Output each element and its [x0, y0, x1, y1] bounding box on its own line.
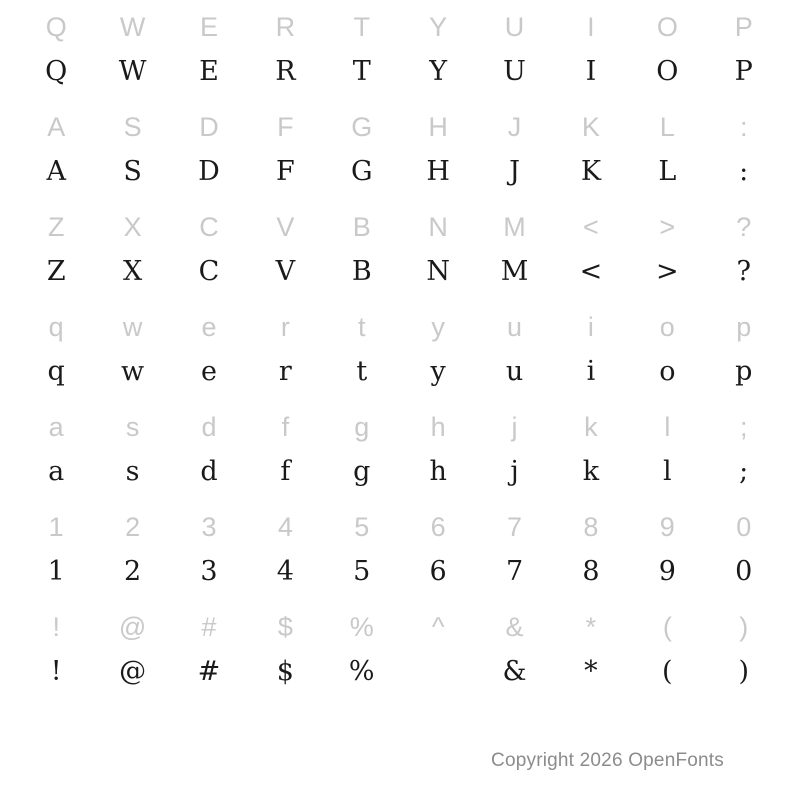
glyph-cell: A: [47, 112, 66, 142]
glyph-cell: 0: [736, 512, 752, 542]
glyph-row-reference: [18, 500, 782, 548]
glyph-cell: E: [199, 12, 218, 42]
glyph-cell: ;: [739, 456, 749, 487]
glyph-cell: 2: [123, 556, 142, 587]
glyph-cell: g: [354, 412, 370, 442]
glyph-cell: B: [351, 256, 372, 287]
glyph-cell: W: [119, 12, 146, 42]
glyph-row-reference: [18, 600, 782, 648]
glyph-cell: L: [659, 112, 675, 142]
glyph-cell: 4: [276, 556, 294, 587]
glyph-cell: h: [429, 456, 447, 487]
glyph-cell: s: [125, 412, 140, 442]
glyph-cell: $: [276, 656, 294, 687]
glyph-cell: @: [119, 656, 147, 687]
glyph-cell: A: [46, 156, 66, 187]
glyph-cell: <: [583, 212, 599, 242]
glyph-cell: M: [500, 256, 529, 287]
glyph-cell: k: [584, 412, 598, 442]
glyph-cell: d: [201, 412, 217, 442]
glyph-cell: f: [281, 412, 290, 442]
glyph-cell: S: [123, 112, 142, 142]
glyph-cell: j: [510, 456, 519, 487]
glyph-cell: 9: [659, 512, 675, 542]
glyph-row-sample: [18, 348, 782, 400]
glyph-cell: F: [276, 156, 295, 187]
glyph-cell: !: [50, 656, 62, 687]
glyph-cell: j: [511, 412, 518, 442]
glyph-cell: a: [48, 412, 64, 442]
glyph-row-sample: [18, 448, 782, 500]
glyph-cell: l: [663, 456, 672, 487]
glyph-cell: :: [739, 112, 748, 142]
glyph-cell: T: [353, 12, 370, 42]
glyph-cell: u: [507, 312, 523, 342]
glyph-cell: %: [348, 656, 375, 687]
glyph-cell: &: [505, 612, 524, 642]
glyph-cell: #: [201, 612, 217, 642]
glyph-row-sample: [18, 648, 782, 700]
glyph-row-reference: [18, 200, 782, 248]
copyright-notice: Copyright 2026 OpenFonts: [491, 750, 724, 771]
glyph-cell: <: [579, 256, 603, 287]
glyph-cell: p: [735, 356, 753, 387]
glyph-cell: u: [505, 356, 524, 387]
glyph-cell: a: [48, 456, 65, 487]
glyph-cell: 6: [429, 556, 447, 587]
glyph-cell: o: [659, 356, 676, 387]
glyph-cell: *: [585, 612, 597, 642]
glyph-cell: U: [503, 56, 526, 87]
glyph-cell: ): [739, 612, 749, 642]
glyph-cell: e: [200, 356, 217, 387]
glyph-cell: X: [122, 256, 143, 287]
glyph-cell: Q: [45, 56, 68, 87]
glyph-cell: L: [658, 156, 677, 187]
glyph-row-sample: [18, 148, 782, 200]
glyph-cell: M: [503, 212, 526, 242]
glyph-cell: 8: [583, 512, 599, 542]
glyph-cell: H: [428, 112, 448, 142]
glyph-cell: K: [581, 112, 600, 142]
glyph-cell: q: [47, 356, 65, 387]
glyph-cell: V: [276, 212, 295, 242]
glyph-cell: 0: [735, 556, 753, 587]
glyph-cell: 3: [200, 556, 218, 587]
glyph-row-reference: [18, 300, 782, 348]
glyph-cell: ): [738, 656, 749, 687]
glyph-cell: 5: [353, 556, 371, 587]
glyph-cell: ?: [736, 212, 752, 242]
glyph-cell: C: [198, 256, 220, 287]
glyph-cell: [400, 648, 476, 700]
glyph-cell: q: [48, 312, 64, 342]
glyph-cell: N: [426, 256, 450, 287]
glyph-cell: Y: [429, 56, 448, 87]
glyph-cell: U: [504, 12, 525, 42]
glyph-cell: R: [275, 12, 296, 42]
glyph-row-reference: [18, 0, 782, 48]
glyph-cell: k: [582, 456, 600, 487]
glyph-cell: 4: [277, 512, 293, 542]
glyph-cell: V: [275, 256, 296, 287]
glyph-cell: Z: [46, 256, 66, 287]
glyph-cell: 5: [354, 512, 370, 542]
glyph-row-reference: [18, 400, 782, 448]
glyph-cell: i: [586, 356, 596, 387]
glyph-cell: Q: [45, 12, 67, 42]
glyph-cell: 3: [201, 512, 217, 542]
glyph-cell: 6: [430, 512, 446, 542]
glyph-cell: I: [585, 56, 597, 87]
glyph-row-sample: [18, 548, 782, 600]
glyph-grid: [18, 0, 782, 700]
glyph-cell: P: [734, 56, 753, 87]
glyph-cell: X: [123, 212, 142, 242]
glyph-cell: >: [659, 212, 676, 242]
glyph-cell: O: [656, 12, 678, 42]
glyph-cell: t: [358, 312, 366, 342]
glyph-cell: Z: [47, 212, 65, 242]
glyph-cell: G: [350, 156, 373, 187]
glyph-cell: S: [123, 156, 142, 187]
glyph-cell: D: [198, 156, 220, 187]
glyph-cell: d: [200, 456, 218, 487]
glyph-cell: 1: [47, 556, 65, 587]
glyph-cell: s: [125, 456, 140, 487]
glyph-cell: ;: [739, 412, 748, 442]
glyph-cell: K: [580, 156, 602, 187]
glyph-cell: l: [664, 412, 671, 442]
glyph-row-sample: [18, 48, 782, 100]
glyph-cell: P: [734, 12, 753, 42]
glyph-cell: y: [430, 356, 446, 387]
glyph-cell: ^: [431, 612, 445, 642]
glyph-cell: g: [353, 456, 371, 487]
glyph-cell: (: [662, 612, 672, 642]
glyph-cell: t: [356, 356, 368, 387]
glyph-cell: T: [352, 56, 371, 87]
glyph-cell: e: [201, 312, 217, 342]
glyph-cell: o: [659, 312, 675, 342]
glyph-cell: 8: [582, 556, 600, 587]
glyph-cell: #: [197, 656, 221, 687]
glyph-cell: 7: [507, 512, 523, 542]
glyph-cell: B: [352, 212, 371, 242]
glyph-cell: p: [736, 312, 752, 342]
glyph-cell: O: [656, 56, 679, 87]
glyph-row-reference: [18, 100, 782, 148]
glyph-cell: i: [587, 312, 594, 342]
glyph-cell: $: [277, 612, 293, 642]
glyph-cell: &: [502, 656, 527, 687]
glyph-cell: E: [199, 56, 219, 87]
glyph-cell: (: [662, 656, 673, 687]
glyph-row-sample: [18, 248, 782, 300]
glyph-cell: R: [275, 56, 296, 87]
glyph-cell: I: [587, 12, 595, 42]
glyph-cell: 2: [125, 512, 141, 542]
glyph-cell: r: [280, 312, 290, 342]
glyph-cell: h: [430, 412, 446, 442]
glyph-cell: f: [280, 456, 291, 487]
glyph-cell: 1: [48, 512, 64, 542]
glyph-cell: F: [277, 112, 294, 142]
glyph-cell: C: [199, 212, 219, 242]
glyph-cell: *: [584, 656, 598, 687]
glyph-cell: D: [199, 112, 219, 142]
glyph-cell: 9: [658, 556, 676, 587]
glyph-cell: %: [349, 612, 374, 642]
glyph-cell: !: [52, 612, 60, 642]
glyph-cell: N: [428, 212, 448, 242]
glyph-cell: r: [278, 356, 292, 387]
glyph-cell: H: [426, 156, 450, 187]
glyph-cell: J: [509, 156, 520, 187]
glyph-cell: :: [739, 156, 749, 187]
glyph-cell: w: [122, 312, 143, 342]
glyph-cell: J: [507, 112, 522, 142]
glyph-cell: w: [121, 356, 145, 387]
glyph-cell: >: [656, 256, 679, 287]
glyph-cell: W: [118, 56, 147, 87]
glyph-cell: G: [351, 112, 373, 142]
glyph-cell: @: [118, 612, 147, 642]
glyph-cell: y: [431, 312, 445, 342]
glyph-cell: 7: [505, 556, 524, 587]
glyph-cell: Y: [429, 12, 448, 42]
glyph-cell: ?: [736, 256, 751, 287]
